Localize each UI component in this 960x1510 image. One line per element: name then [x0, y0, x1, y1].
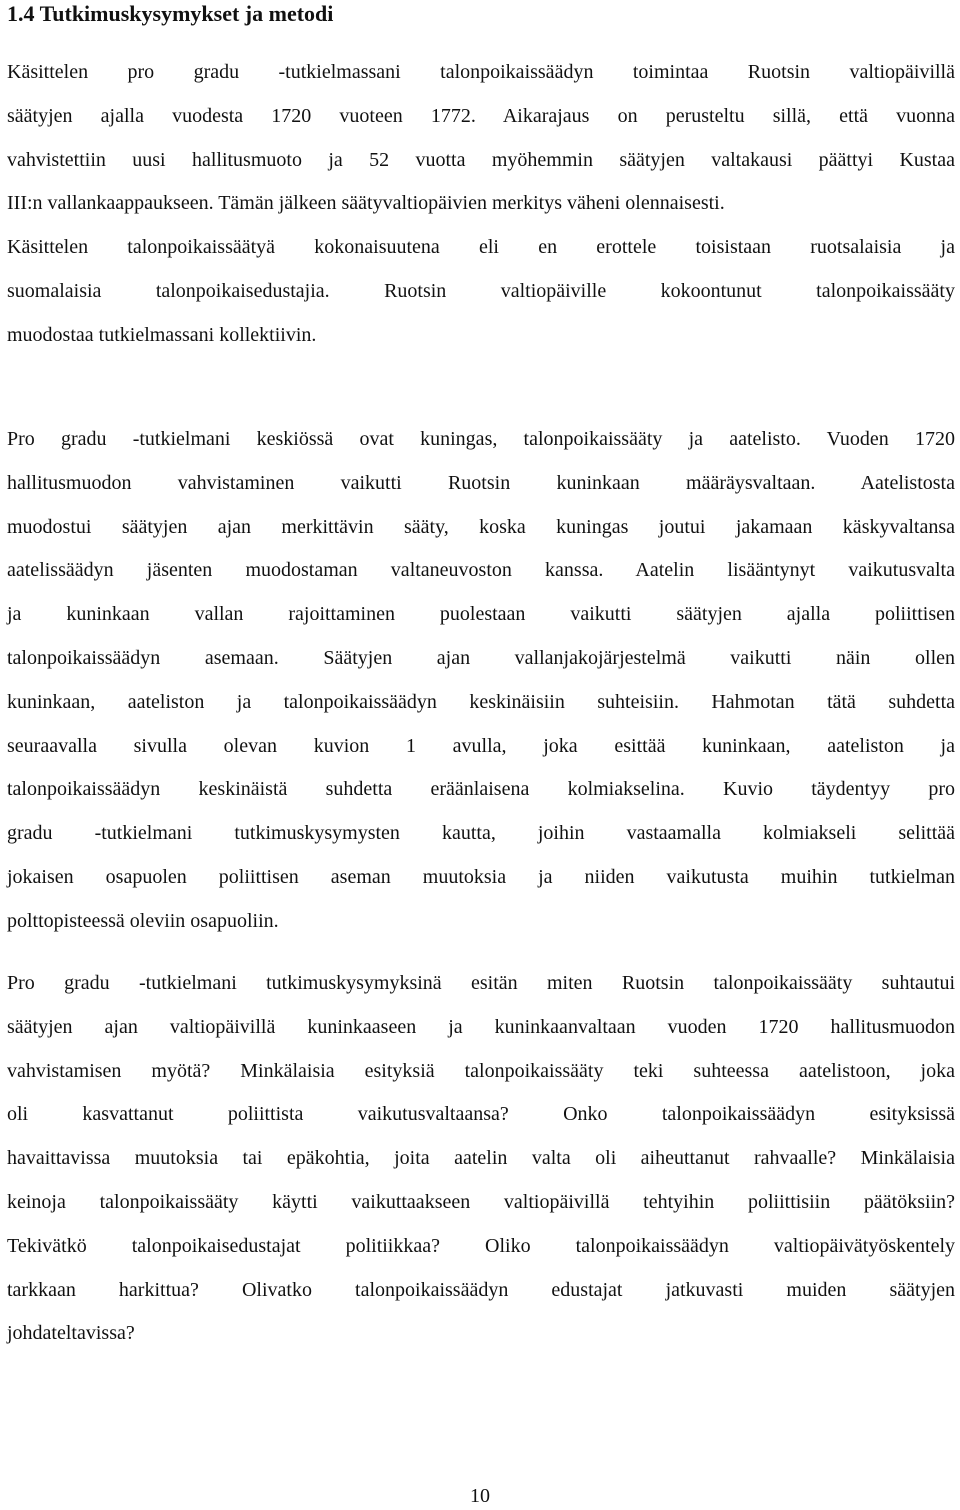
text-line: Tekivätkö talonpoikaisedustajat politiikkaa? Oliko talonpoikaissäädyn valtiopäivätyöskentely: [7, 1234, 955, 1257]
text-line: jokaisen osapuolen poliittisen aseman muutoksia ja niiden vaikutusta muihin tutkielman: [7, 865, 955, 888]
section-heading: 1.4 Tutkimuskysymykset ja metodi: [7, 1, 334, 26]
paragraph-scope: [7, 51, 955, 358]
text-line: seuraavalla sivulla olevan kuvion 1 avulla, joka esittää kuninkaan, aateliston ja: [7, 734, 955, 757]
text-line: säätyjen ajalla vuodesta 1720 vuoteen 1772. Aikarajaus on perusteltu sillä, että vuonna: [7, 104, 955, 127]
text-line: hallitusmuodon vahvistaminen vaikutti Ruotsin kuninkaan määräysvaltaan. Aatelistosta: [7, 471, 955, 494]
text-line: Käsittelen talonpoikaissäätyä kokonaisuutena eli en erottele toisistaan ruotsalaisia ja: [7, 236, 955, 259]
text-line: johdateltavissa?: [7, 1322, 135, 1345]
paragraph-research-questions: [7, 962, 955, 1356]
text-line: muodostaa tutkielmassani kollektiivin.: [7, 323, 317, 346]
text-line: talonpoikaissäädyn keskinäistä suhdetta eräänlaisena kolmiakselina. Kuvio täydentyy pro: [7, 778, 955, 801]
text-line: tarkkaan harkittua? Olivatko talonpoikaissäädyn edustajat jatkuvasti muiden säätyjen: [7, 1278, 955, 1301]
text-line: säätyjen ajan valtiopäivillä kuninkaaseen ja kuninkaanvaltaan vuoden 1720 hallitusmuodon: [7, 1015, 955, 1038]
text-line: Käsittelen pro gradu -tutkielmassani talonpoikaissäädyn toimintaa Ruotsin valtiopäivillä: [7, 61, 955, 83]
text-line: talonpoikaissäädyn asemaan. Säätyjen ajan vallanjakojärjestelmä vaikutti näin ollen: [7, 646, 955, 669]
text-line: vahvistamisen myötä? Minkälaisia esityksiä talonpoikaissääty teki suhteessa aatelistoon, joka: [7, 1059, 955, 1082]
text-line: gradu -tutkielmani tutkimuskysymysten kautta, joihin vastaamalla kolmiakseli selittää: [7, 822, 955, 845]
paragraph-focus: [7, 418, 955, 944]
text-line: oli kasvattanut poliittista vaikutusvaltaansa? Onko talonpoikaissäädyn esityksissä: [7, 1103, 955, 1126]
text-line: havaittavissa muutoksia tai epäkohtia, joita aatelin valta oli aiheuttanut rahvaalle? Minkälaisia: [7, 1147, 955, 1170]
text-line: keinoja talonpoikaissääty käytti vaikuttaakseen valtiopäivillä tehtyihin poliittisiin päätöksiin?: [7, 1190, 955, 1213]
text-line: III:n vallankaappaukseen. Tämän jälkeen säätyvaltiopäivien merkitys väheni olennaisesti.: [7, 192, 725, 215]
text-line: aatelissäädyn jäsenten muodostaman valtaneuvoston kanssa. Aatelin lisääntynyt vaikutusvalta: [7, 559, 955, 582]
text-line: suomalaisia talonpoikaisedustajia. Ruotsin valtiopäiville kokoontunut talonpoikaissääty: [7, 279, 955, 302]
text-line: kuninkaan, aateliston ja talonpoikaissäädyn keskinäisiin suhteisiin. Hahmotan tätä suhdetta: [7, 690, 955, 713]
text-line: ja kuninkaan vallan rajoittaminen puolestaan vaikutti säätyjen ajalla poliittisen: [7, 603, 955, 626]
text-line: Pro gradu -tutkielmani keskiössä ovat kuningas, talonpoikaissääty ja aatelisto. Vuoden 1720: [7, 428, 955, 450]
text-line: vahvistettiin uusi hallitusmuoto ja 52 vuotta myöhemmin säätyjen valtakausi päättyi Kustaa: [7, 148, 955, 171]
text-line: polttopisteessä oleviin osapuoliin.: [7, 909, 279, 932]
page-number: 10: [470, 1485, 490, 1507]
text-line: muodostui säätyjen ajan merkittävin sääty, koska kuningas joutui jakamaan käskyvaltansa: [7, 515, 955, 538]
text-line: Pro gradu -tutkielmani tutkimuskysymyksinä esitän miten Ruotsin talonpoikaissääty suhtautui: [7, 972, 955, 994]
